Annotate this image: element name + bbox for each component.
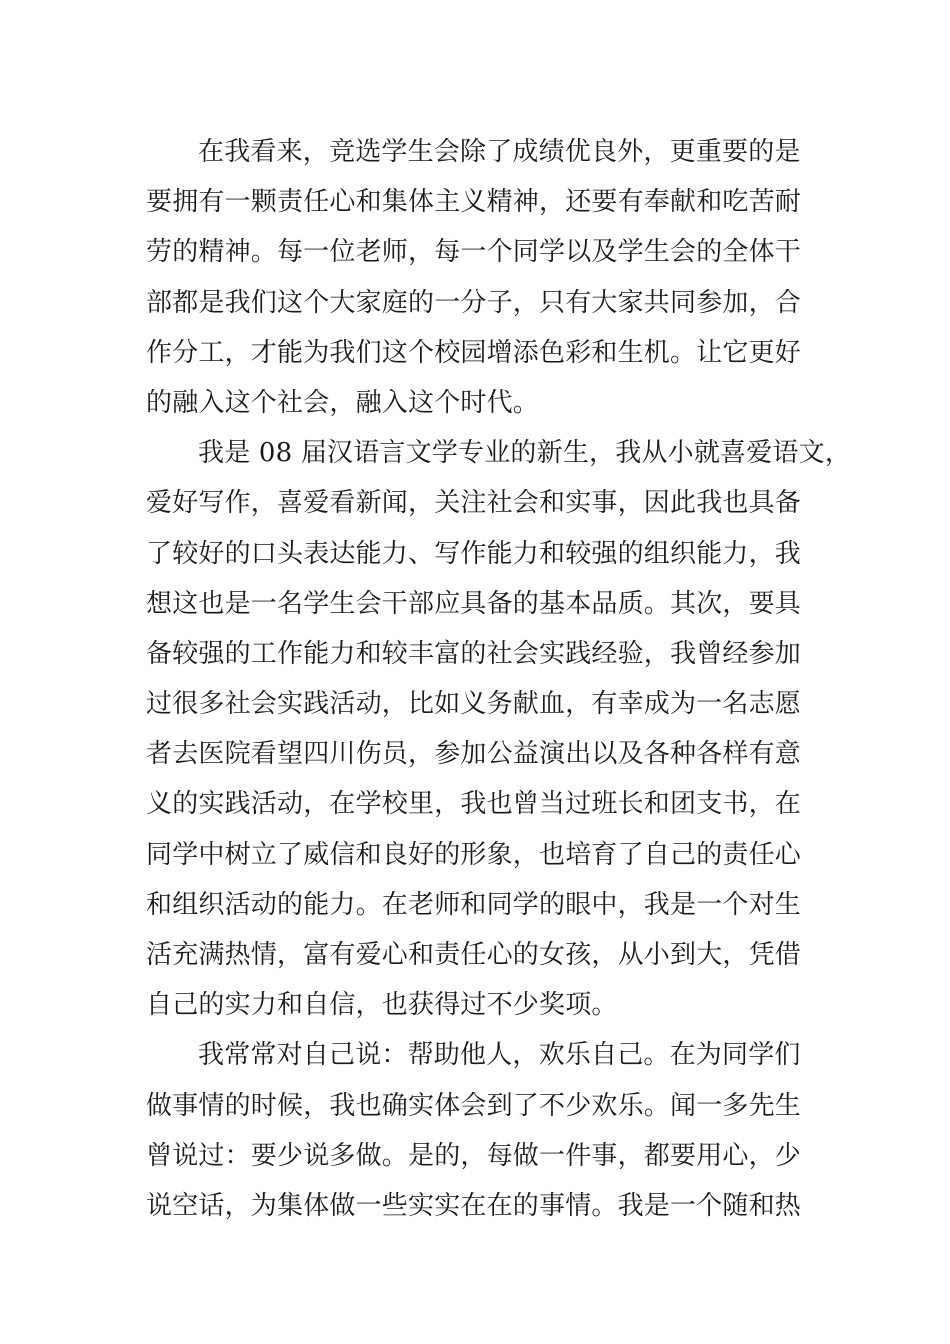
text-line: 曾说过：要少说多做。是的，每做一件事，都要用心，少 [146, 1140, 802, 1171]
text-line: 同学中树立了威信和良好的形象，也培育了自己的责任心 [146, 839, 802, 870]
text-line: 在我看来，竞选学生会除了成绩优良外，更重要的是 [198, 137, 801, 167]
text-line: 过很多社会实践活动，比如义务献血，有幸成为一名志愿 [146, 689, 802, 720]
paragraph-3 [146, 1030, 810, 1231]
text-line: 活充满热情，富有爱心和责任心的女孩，从小到大，凭借 [146, 940, 802, 970]
text-line: 的融入这个社会，融入这个时代。 [146, 387, 540, 418]
text-line: 想这也是一名学生会干部应具备的基本品质。其次，要具 [146, 588, 802, 619]
text-line: 了较好的口头表达能力、写作能力和较强的组织能力，我 [146, 538, 802, 569]
text-line: 自己的实力和自信，也获得过不少奖项。 [146, 990, 618, 1021]
paragraph-2 [146, 428, 852, 1030]
paragraph-1 [146, 127, 810, 428]
text-line: 做事情的时候，我也确实体会到了不少欢乐。闻一多先生 [146, 1090, 802, 1121]
text-line: 劳的精神。每一位老师，每一个同学以及学生会的全体干 [146, 237, 802, 268]
text-line: 我是 08 届汉语言文学专业的新生，我从小就喜爱语文， [198, 438, 852, 469]
text-line: 我常常对自己说：帮助他人，欢乐自己。在为同学们 [198, 1040, 801, 1071]
text-line: 作分工，才能为我们这个校园增添色彩和生机。让它更好 [146, 337, 802, 368]
text-line: 和组织活动的能力。在老师和同学的眼中，我是一个对生 [146, 889, 802, 920]
text-line: 说空话，为集体做一些实实在在的事情。我是一个随和热 [146, 1190, 802, 1221]
text-line: 爱好写作，喜爱看新闻，关注社会和实事，因此我也具备 [146, 488, 802, 519]
text-line: 义的实践活动，在学校里，我也曾当过班长和团支书，在 [146, 789, 802, 820]
text-line: 者去医院看望四川伤员，参加公益演出以及各种各样有意 [146, 739, 802, 770]
text-line: 备较强的工作能力和较丰富的社会实践经验，我曾经参加 [146, 638, 802, 669]
text-line: 要拥有一颗责任心和集体主义精神，还要有奉献和吃苦耐 [146, 187, 802, 218]
document-body [146, 127, 852, 1231]
text-line: 部都是我们这个大家庭的一分子，只有大家共同参加，合 [146, 287, 802, 318]
